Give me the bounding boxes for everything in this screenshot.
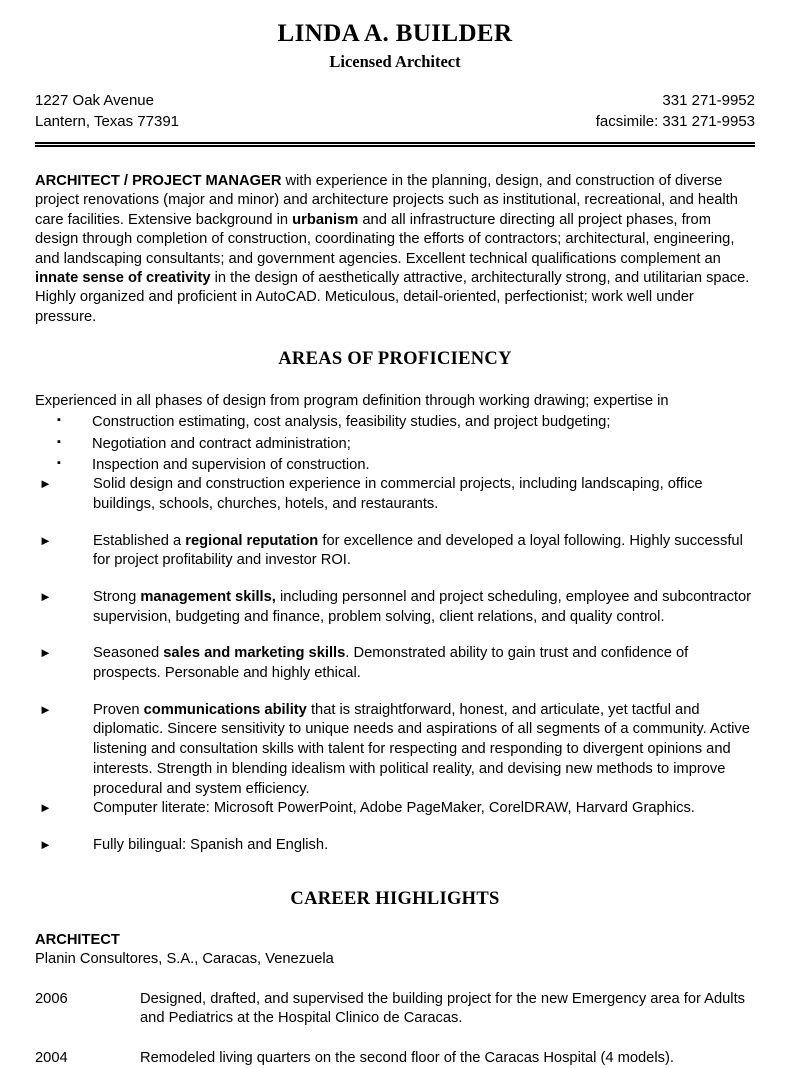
arrow-bullet-icon: ► (39, 589, 52, 604)
list-item-text-cont: that is straightforward, honest, and articulate, yet tactful and diplomatic. Sincere sensitivity to unique needs and aspirations of all segments of a community. Active listening and consultation skills with talent for respecting and responding to divergent opinions and interests. Strength in blending idealism with political reality, and devising new methods to improve procedural and system efficiency. (93, 701, 750, 797)
list-item-text: Established a (93, 532, 186, 549)
list-item-text-cont: for excellence and developed a loyal following. Highly successful for project profitability and investor ROI. (93, 532, 743, 569)
summary-bold-urbanism: urbanism (292, 211, 359, 228)
summary-text-2: and all infrastructure directing all project phases, from design through completion of construction, coordinating the efforts of contractors; architectural, engineering, and landscaping consultants; and government agencies. Excellent technical qualifications complement an (35, 211, 735, 267)
arrow-bullet-icon: ► (39, 645, 52, 661)
list-item-text-cont: . Demonstrated ability to gain trust and confidence of prospects. Personable and highly ethical. (93, 645, 689, 682)
list-item-text: Computer literate: Microsoft PowerPoint, Adobe PageMaker, CorelDRAW, Harvard Graphics. (93, 800, 695, 817)
summary-lead: ARCHITECT / PROJECT MANAGER (35, 173, 282, 190)
list-item-text: Strong (93, 589, 141, 605)
arrow-bullet-icon: ► (39, 800, 52, 816)
professional-summary (35, 172, 755, 327)
phone-number: 331 271-9952 (662, 91, 755, 109)
address-line-1: 1227 Oak Avenue (35, 91, 154, 109)
job-title: ARCHITECT (35, 931, 120, 948)
entry-description: Designed, drafted, and supervised the building project for the new Emergency area for Adults and Pediatrics at the Hospital Clinico de Caracas. (140, 990, 745, 1027)
list-item-text: Construction estimating, cost analysis, feasibility studies, and project budgeting; (92, 414, 611, 431)
square-bullet-icon: ▪ (57, 414, 61, 427)
arrow-bullet-icon: ► (39, 836, 52, 852)
candidate-subtitle: Licensed Architect (329, 51, 461, 71)
arrow-bullet-icon: ► (39, 476, 52, 492)
summary-bold-creativity: innate sense of creativity (35, 270, 211, 287)
list-item-text: Inspection and supervision of construction. (92, 456, 370, 473)
list-item-text-cont: including personnel and project scheduling, employee and subcontractor supervision, budgeting and finance, problem solving, client relations, and quality control. (93, 589, 752, 625)
experience-entry (35, 1049, 755, 1068)
candidate-name: LINDA A. BUILDER (277, 20, 513, 47)
section-heading-career: CAREER HIGHLIGHTS (290, 888, 500, 909)
header-divider (35, 142, 755, 147)
proficiency-arrow-list-tail (35, 799, 755, 855)
resume-page (0, 20, 790, 1066)
entry-year: 2006 (35, 990, 68, 1007)
section-heading-proficiency: AREAS OF PROFICIENCY (278, 349, 512, 370)
square-bullet-icon: ▪ (57, 456, 61, 469)
summary-text-1: with experience in the planning, design, and construction of diverse project renovations (major and minor) and architecture projects such as institutional, recreational, and health care facilities. Extensive background in (35, 173, 738, 228)
list-item (35, 455, 755, 475)
proficiency-intro: Experienced in all phases of design from program definition through working drawing; expertise in (35, 393, 669, 410)
list-item (35, 588, 755, 627)
list-item-text: Fully bilingual: Spanish and English. (93, 836, 329, 853)
list-item (35, 799, 755, 819)
arrow-bullet-icon: ► (39, 532, 52, 548)
list-item-text: Proven (93, 701, 144, 718)
list-item (35, 701, 755, 799)
proficiency-arrow-list (35, 475, 755, 799)
address-line-2: Lantern, Texas 77391 (35, 113, 180, 131)
list-item-text: Seasoned (93, 645, 164, 662)
contact-block (35, 90, 755, 134)
list-item (35, 434, 755, 454)
summary-text-3: in the design of aesthetically attractive, architecturally strong, and utilitarian space. Highly organized and proficient in AutoCAD. Meticulous, detail-oriented, perfectionist; work well under pressure. (35, 270, 750, 325)
list-item-text: Solid design and construction experience in commercial projects, including landscaping, office buildings, schools, churches, hotels, and restaurants. (93, 476, 703, 512)
entry-year: 2004 (35, 1049, 68, 1066)
square-bullet-icon: ▪ (57, 435, 61, 448)
list-item-emphasis: sales and marketing skills (163, 645, 346, 662)
list-item (35, 644, 755, 683)
proficiency-square-list (35, 412, 755, 475)
phone-block (596, 90, 755, 134)
experience-entry (35, 990, 755, 1029)
list-item (35, 412, 755, 432)
entry-description: Remodeled living quarters on the second floor of the Caracas Hospital (4 models). (140, 1049, 674, 1066)
list-item-emphasis: communications ability (143, 701, 307, 718)
job-company: Planin Consultores, S.A., Caracas, Venezuela (35, 950, 334, 967)
fax-number: facsimile: 331 271-9953 (595, 113, 755, 131)
address-block (35, 90, 179, 134)
list-item-text: Negotiation and contract administration; (92, 435, 351, 452)
list-item (35, 836, 755, 856)
list-item-emphasis: regional reputation (185, 532, 319, 549)
list-item (35, 475, 755, 514)
arrow-bullet-icon: ► (39, 701, 52, 717)
list-item (35, 532, 755, 571)
list-item-emphasis: management skills, (140, 589, 276, 605)
